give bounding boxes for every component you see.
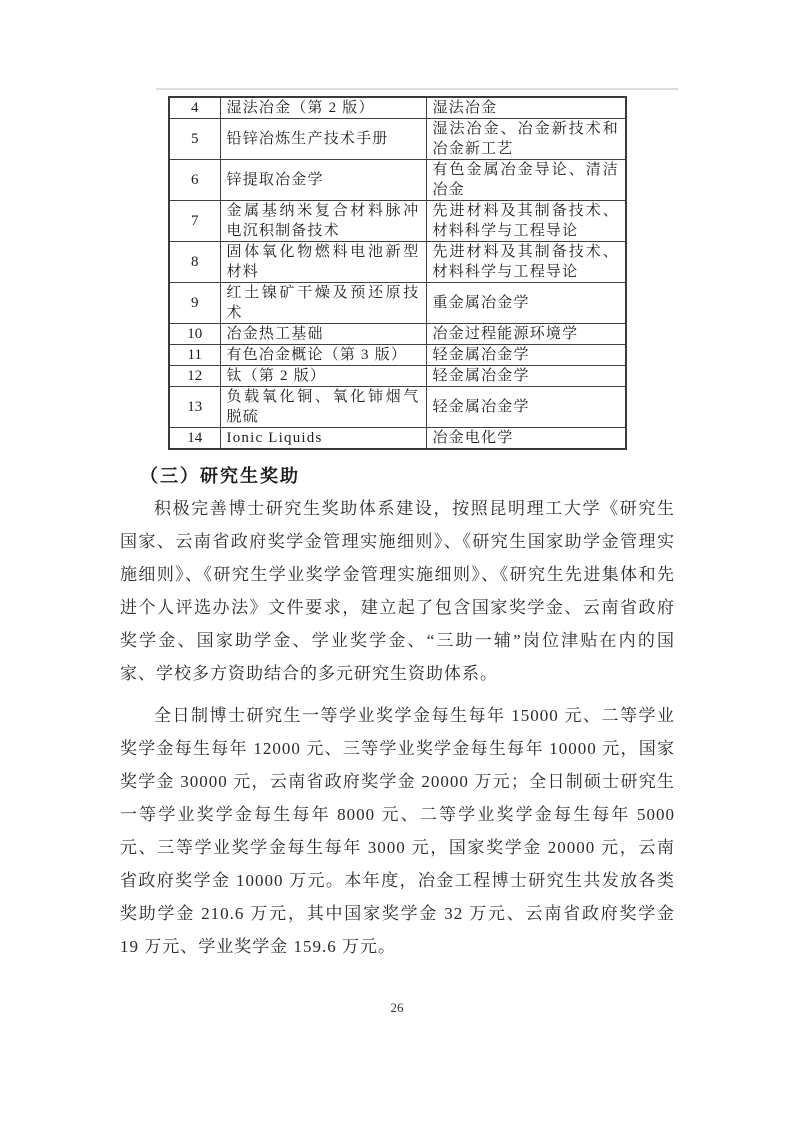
table-row xyxy=(169,242,626,283)
section-paragraphs xyxy=(120,492,675,972)
row-courses: 湿法冶金、冶金新技术和冶金新工艺 xyxy=(426,119,626,160)
row-title: 固体氧化物燃料电池新型材料 xyxy=(220,242,426,283)
row-courses: 先进材料及其制备技术、材料科学与工程导论 xyxy=(426,201,626,242)
row-courses: 冶金电化学 xyxy=(426,428,626,450)
table-row xyxy=(169,387,626,428)
row-title: 红土镍矿干燥及预还原技术 xyxy=(220,283,426,324)
row-courses: 有色金属冶金导论、清洁冶金 xyxy=(426,160,626,201)
row-courses: 重金属冶金学 xyxy=(426,283,626,324)
row-title: 有色冶金概论（第 3 版） xyxy=(220,345,426,366)
row-number: 7 xyxy=(169,201,220,242)
row-title: 冶金热工基础 xyxy=(220,324,426,345)
paragraph: 全日制博士研究生一等学业奖学金每生每年 15000 元、二等学业奖学金每生每年 12000 元、三等学业奖学金每生每年 10000 元，国家奖学金 30000 元，云南省政府奖学金 20000 万元；全日制硕士研究生一等学业奖学金每生每年 8000 元、二等学业奖学金每生每年 5000 元、三等学业奖学金每生每年 3000 元，国家奖学金 20000 元，云南省政府奖学金 10000 万元。本年度，冶金工程博士研究生共发放各类奖助学金 210.6 万元，其中国家奖学金 32 万元、云南省政府奖学金 19 万元、学业奖学金 159.6 万元。 xyxy=(120,706,675,956)
books-table-container xyxy=(168,96,625,450)
row-number: 13 xyxy=(169,387,220,428)
section-heading: （三）研究生奖助 xyxy=(140,466,300,486)
row-courses: 轻金属冶金学 xyxy=(426,345,626,366)
row-number: 4 xyxy=(169,97,220,119)
row-courses: 轻金属冶金学 xyxy=(426,387,626,428)
page-top-rule xyxy=(156,88,678,90)
row-number: 9 xyxy=(169,283,220,324)
row-title: 锌提取冶金学 xyxy=(220,160,426,201)
row-title: 湿法冶金（第 2 版） xyxy=(220,97,426,119)
row-courses: 先进材料及其制备技术、材料科学与工程导论 xyxy=(426,242,626,283)
table-row xyxy=(169,97,626,119)
row-number: 14 xyxy=(169,428,220,450)
books-table-body xyxy=(169,97,626,449)
table-row xyxy=(169,283,626,324)
paragraph: 积极完善博士研究生奖助体系建设，按照昆明理工大学《研究生国家、云南省政府奖学金管理实施细则》、《研究生国家助学金管理实施细则》、《研究生学业奖学金管理实施细则》、《研究生先进集体和先进个人评选办法》文件要求，建立起了包含国家奖学金、云南省政府奖学金、国家助学金、学业奖学金、“三助一辅”岗位津贴在内的国家、学校多方资助结合的多元研究生资助体系。 xyxy=(120,499,675,683)
table-row xyxy=(169,366,626,387)
row-courses: 轻金属冶金学 xyxy=(426,366,626,387)
row-title: 钛（第 2 版） xyxy=(220,366,426,387)
row-number: 10 xyxy=(169,324,220,345)
row-title: 金属基纳米复合材料脉冲电沉积制备技术 xyxy=(220,201,426,242)
row-title: 负载氧化铜、氧化铈烟气脱硫 xyxy=(220,387,426,428)
row-number: 11 xyxy=(169,345,220,366)
table-row xyxy=(169,119,626,160)
row-number: 5 xyxy=(169,119,220,160)
row-title: Ionic Liquids xyxy=(220,428,426,450)
page-number: 26 xyxy=(390,1000,404,1015)
row-title: 铅锌冶炼生产技术手册 xyxy=(220,119,426,160)
row-number: 8 xyxy=(169,242,220,283)
row-number: 6 xyxy=(169,160,220,201)
row-courses: 湿法冶金 xyxy=(426,97,626,119)
row-number: 12 xyxy=(169,366,220,387)
table-row xyxy=(169,428,626,450)
table-row xyxy=(169,324,626,345)
row-courses: 冶金过程能源环境学 xyxy=(426,324,626,345)
table-row xyxy=(169,160,626,201)
table-row xyxy=(169,345,626,366)
table-row xyxy=(169,201,626,242)
books-table xyxy=(168,96,627,450)
